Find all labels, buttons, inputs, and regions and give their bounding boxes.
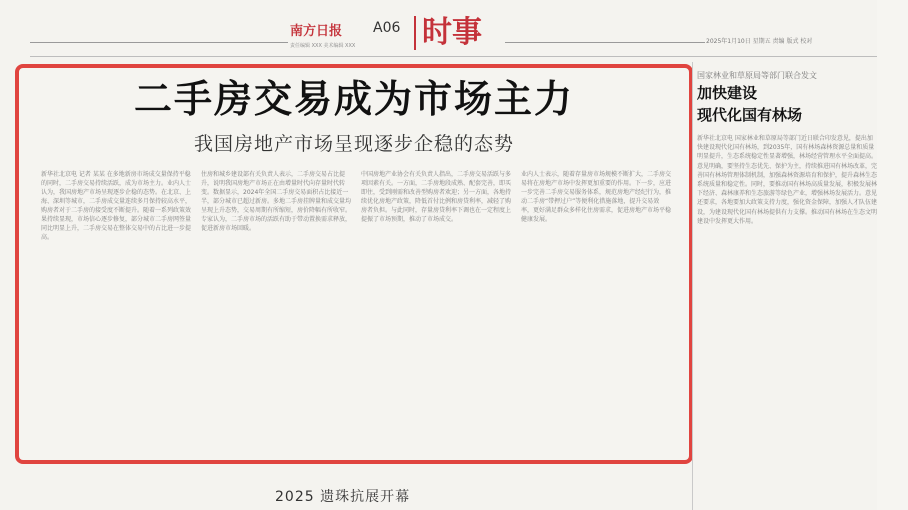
sidebar-kicker: 国家林业和草原局等部门联合发文	[697, 71, 817, 80]
sidebar-title-line2: 现代化国有林场	[697, 106, 803, 124]
article-column-4	[521, 170, 671, 460]
column-text: 中国房地产业协会有关负责人指出，二手房交易活跃与多项因素有关。一方面，二手房地段成熟、配套完善，即买即住，受到刚需和改善型购房者欢迎；另一方面，各地持续优化房地产政策，降低首付比例和房贷利率，减轻了购房者负担。与此同时，存量房贷利率下调也在一定程度上提振了市场预期，推动了市场成交。	[361, 171, 511, 223]
page-margin-right	[877, 0, 908, 510]
header-subtext: 责任编辑 XXX 美术编辑 XXX	[290, 43, 356, 49]
header-rule-left	[30, 42, 288, 43]
column-divider	[692, 62, 693, 510]
header-rule-right	[505, 42, 705, 43]
header-divider	[30, 56, 878, 57]
article-title: 二手房交易成为市场主力	[133, 77, 574, 121]
page-header	[0, 14, 908, 56]
article-column-1	[41, 170, 191, 460]
sidebar-title-line1: 加快建设	[697, 84, 758, 102]
bottom-headline: 2025 遗珠抗展开幕	[275, 489, 411, 505]
header-date: 2025年1月10日 星期五 责编 版式 校对	[706, 38, 813, 45]
page-number: A06	[373, 20, 401, 36]
sidebar-article[interactable]	[697, 70, 877, 510]
masthead: 南方日报	[290, 24, 343, 39]
column-text: 住房和城乡建设部有关负责人表示，二手房交易占比提升，说明我国房地产市场正在由增量时代向存量时代转变。数据显示，2024年全国二手房交易面积占比接近一半，部分城市已超过新房。多地二手房挂牌量和成交量均呈现上升态势，交易周期有所缩短，房价降幅有所收窄。专家认为，二手房市场的活跃有助于带动置换需求释放，促进新房市场回暖。	[201, 171, 351, 232]
article-column-2	[201, 170, 351, 460]
section-title: 时事	[414, 16, 482, 50]
column-text: 新华社北京电 记者 某某 在多地新房市场成交量保持平稳的同时，二手房交易持续活跃，成为市场主力。业内人士认为，我国房地产市场呈现逐步企稳的态势。在北京、上海、深圳等城市，二手房成交量连续多月保持较高水平，购房者对于二手房的接受度不断提升。随着一系列政策效果持续显现，市场信心逐步修复，部分城市二手房网签量同比明显上升，二手房交易在整体交易中的占比进一步提高。	[41, 171, 191, 241]
article-column-3	[361, 170, 511, 460]
article-subtitle: 我国房地产市场呈现逐步企稳的态势	[193, 133, 514, 155]
highlighted-article[interactable]	[15, 64, 693, 464]
column-text: 业内人士表示，随着存量房市场规模不断扩大，二手房交易将在房地产市场中发挥更加重要的作用。下一步，应进一步完善二手房交易服务体系，规范房地产经纪行为，推动二手房“带押过户”等便利化措施落地，提升交易效率，更好满足群众多样化住房需求，促进房地产市场平稳健康发展。	[521, 171, 671, 223]
sidebar-body: 新华社北京电 国家林业和草原局等部门近日联合印发意见，提出加快建设现代化国有林场，到2035年，国有林场森林资源总量和质量明显提升，生态系统稳定性显著增强，林场经营管理水平全面提高。意见明确，要坚持生态优先、保护为主，持续推进国有林场改革，完善国有林场管理体制机制，加强森林资源培育和保护，提升森林生态系统质量和稳定性。同时，要推动国有林场高质量发展，积极发展林下经济、森林康养和生态旅游等绿色产业，增强林场发展活力。意见还要求，各地要加大政策支持力度，强化资金保障，加强人才队伍建设，为建设现代化国有林场提供有力支撑。推动国有林场在生态文明建设中发挥更大作用。	[697, 135, 877, 225]
